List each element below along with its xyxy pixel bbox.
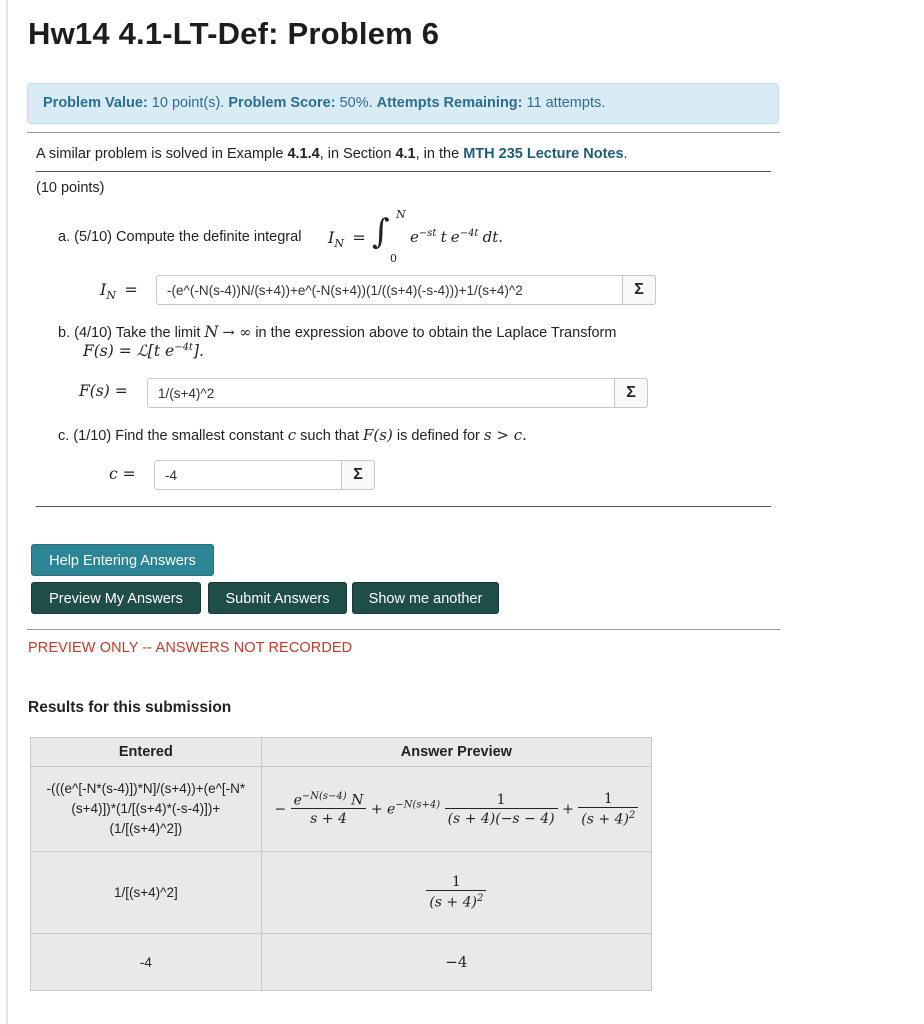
problem-score: 50%. bbox=[339, 95, 373, 111]
intro-text bbox=[36, 146, 628, 162]
divider-buttons bbox=[27, 629, 780, 630]
part-b-prefix: b. (4/10) Take the limit bbox=[58, 325, 201, 341]
preview-a-minus: − bbox=[274, 801, 287, 817]
problem-value: 10 point(s). bbox=[151, 95, 225, 111]
integral-upper-limit: N bbox=[396, 208, 406, 221]
entered-a-line3: (1/[(s+4)^2]) bbox=[109, 821, 183, 836]
problem-score-label: Problem Score: bbox=[228, 95, 336, 111]
answer-a-eq: = bbox=[124, 280, 138, 299]
part-c-mid2: is defined for bbox=[396, 428, 480, 444]
help-entering-answers-button[interactable]: Help Entering Answers bbox=[31, 544, 214, 576]
intro-text-1: A similar problem is solved in Example bbox=[36, 146, 288, 162]
answer-a-sub: N bbox=[106, 289, 116, 303]
answer-a-value: -(e^(-N(s-4))N/(s+4))+e^(-N(s+4))(1/((s+4)(-s-4)))+1/(s+4)^2 bbox=[167, 283, 523, 298]
preview-a-e1: e bbox=[293, 792, 302, 809]
table-row bbox=[31, 934, 652, 991]
preview-cell-b bbox=[261, 852, 651, 934]
part-b-suffix: in the expression above to obtain the Laplace Transform bbox=[255, 325, 617, 341]
equation-editor-button-a[interactable]: Σ bbox=[622, 275, 656, 305]
divider-top bbox=[27, 132, 780, 133]
part-a-lhs bbox=[328, 228, 366, 250]
preview-only-notice: PREVIEW ONLY -- ANSWERS NOT RECORDED bbox=[28, 640, 353, 656]
integrand-e1: e bbox=[410, 228, 419, 246]
preview-a-num3: 1 bbox=[603, 790, 613, 807]
part-c-prefix: c. (1/10) Find the smallest constant bbox=[58, 428, 284, 444]
entered-cell-c: -4 bbox=[31, 934, 262, 991]
equation-editor-button-c[interactable]: Σ bbox=[341, 460, 375, 490]
table-row bbox=[31, 852, 652, 934]
part-b-formula-exp: −4t bbox=[174, 342, 193, 353]
preview-answers-button[interactable]: Preview My Answers bbox=[31, 582, 201, 614]
part-a-prompt: a. (5/10) Compute the definite integral bbox=[58, 229, 302, 245]
preview-b-den: (s + 4) bbox=[429, 894, 477, 911]
part-c-prompt bbox=[58, 426, 527, 444]
points-text: (10 points) bbox=[36, 180, 105, 196]
answer-a-i: I bbox=[100, 280, 107, 299]
intro-text-2: , in Section bbox=[319, 146, 396, 162]
results-title: Results for this submission bbox=[28, 699, 232, 716]
integrand-exp1: −st bbox=[418, 228, 437, 239]
part-b-answer-label: F(s) = bbox=[79, 382, 128, 400]
problem-info-line bbox=[43, 95, 605, 111]
part-c-fs: F(s) bbox=[363, 426, 393, 444]
preview-a-n: N bbox=[351, 792, 364, 809]
preview-a-e1-exp: −N(s−4) bbox=[301, 790, 347, 802]
preview-b-frac bbox=[426, 874, 486, 911]
preview-a-num2: 1 bbox=[496, 791, 506, 808]
divider-problem-end bbox=[36, 506, 771, 507]
show-another-button[interactable]: Show me another bbox=[352, 582, 499, 614]
page-title: Hw14 4.1-LT-Def: Problem 6 bbox=[28, 16, 440, 51]
preview-a-frac3 bbox=[578, 791, 638, 828]
integrand-e2: e bbox=[450, 228, 460, 246]
window-edge bbox=[6, 0, 8, 1024]
integrand bbox=[410, 228, 503, 246]
part-b-prompt bbox=[58, 322, 616, 341]
submit-answers-button[interactable]: Submit Answers bbox=[208, 582, 347, 614]
part-b-n: N bbox=[204, 322, 219, 341]
results-header-row bbox=[31, 738, 652, 767]
part-c-mid: such that bbox=[300, 428, 359, 444]
integral-lower-limit: 0 bbox=[390, 252, 397, 265]
part-b-formula bbox=[83, 342, 204, 360]
intro-text-3: , in the bbox=[415, 146, 464, 162]
part-b-arrow: → ∞ bbox=[222, 325, 252, 341]
problem-info-box bbox=[27, 83, 779, 124]
answer-b-value: 1/(s+4)^2 bbox=[158, 386, 215, 401]
problem-value-label: Problem Value: bbox=[43, 95, 148, 111]
attempts-label: Attempts Remaining: bbox=[376, 95, 523, 111]
preview-a-den2: (s + 4)(−s − 4) bbox=[445, 808, 558, 827]
preview-a-plus2: + bbox=[562, 801, 574, 817]
results-table bbox=[30, 737, 652, 991]
part-c-c: c bbox=[287, 426, 297, 444]
preview-a-frac2 bbox=[445, 792, 558, 827]
part-b-formula-main: F(s) = ℒ[t e bbox=[83, 342, 175, 361]
answer-c-value: -4 bbox=[165, 468, 178, 483]
preview-cell-a bbox=[261, 767, 651, 852]
preview-a-e2-exp: −N(s+4) bbox=[395, 799, 441, 811]
integrand-t: t bbox=[440, 228, 447, 246]
attempts-remaining: 11 attempts. bbox=[526, 95, 606, 111]
answer-b-input[interactable] bbox=[147, 378, 648, 408]
intro-text-4: . bbox=[623, 146, 628, 162]
preview-b-den-exp: 2 bbox=[476, 893, 484, 905]
part-b-formula-end: ]. bbox=[192, 342, 204, 361]
part-c-cond: s > c. bbox=[483, 426, 527, 444]
part-a-eq: = bbox=[352, 228, 366, 247]
part-c-answer-label: c = bbox=[109, 465, 136, 483]
preview-a-den1: s + 4 bbox=[291, 808, 367, 827]
preview-b-num: 1 bbox=[451, 874, 461, 891]
table-row bbox=[31, 767, 652, 852]
integrand-dt: dt. bbox=[482, 228, 504, 246]
entered-a-line2: (s+4)])*(1/[(s+4)*(-s-4)])+ bbox=[71, 801, 221, 816]
col-header-answer-preview: Answer Preview bbox=[261, 738, 651, 767]
answer-c-input[interactable] bbox=[154, 460, 375, 490]
part-a-lhs-sub: N bbox=[334, 237, 344, 251]
lecture-notes-link[interactable]: MTH 235 Lecture Notes bbox=[463, 146, 624, 162]
integral-sign: ∫ bbox=[372, 212, 390, 252]
preview-a-den3: (s + 4) bbox=[581, 811, 629, 828]
example-ref: 4.1.4 bbox=[287, 146, 320, 162]
answer-a-input[interactable] bbox=[156, 275, 656, 305]
entered-cell-b: 1/[(s+4)^2] bbox=[31, 852, 262, 934]
divider-intro bbox=[36, 171, 771, 172]
part-a-lhs-i: I bbox=[328, 228, 335, 247]
preview-a-den3-exp: 2 bbox=[628, 809, 636, 821]
integrand-exp2: −4t bbox=[459, 228, 479, 239]
equation-editor-button-b[interactable]: Σ bbox=[614, 378, 648, 408]
col-header-entered: Entered bbox=[31, 738, 262, 767]
part-a-answer-label bbox=[100, 280, 138, 302]
preview-a-plus-e: + e bbox=[370, 801, 396, 817]
entered-a-line1: -(((e^[-N*(s-4)])*N]/(s+4))+(e^[-N* bbox=[46, 781, 246, 796]
preview-cell-c: −4 bbox=[261, 934, 651, 991]
section-ref: 4.1 bbox=[395, 146, 416, 162]
preview-a-frac1 bbox=[291, 791, 367, 828]
entered-cell-a bbox=[31, 767, 262, 852]
